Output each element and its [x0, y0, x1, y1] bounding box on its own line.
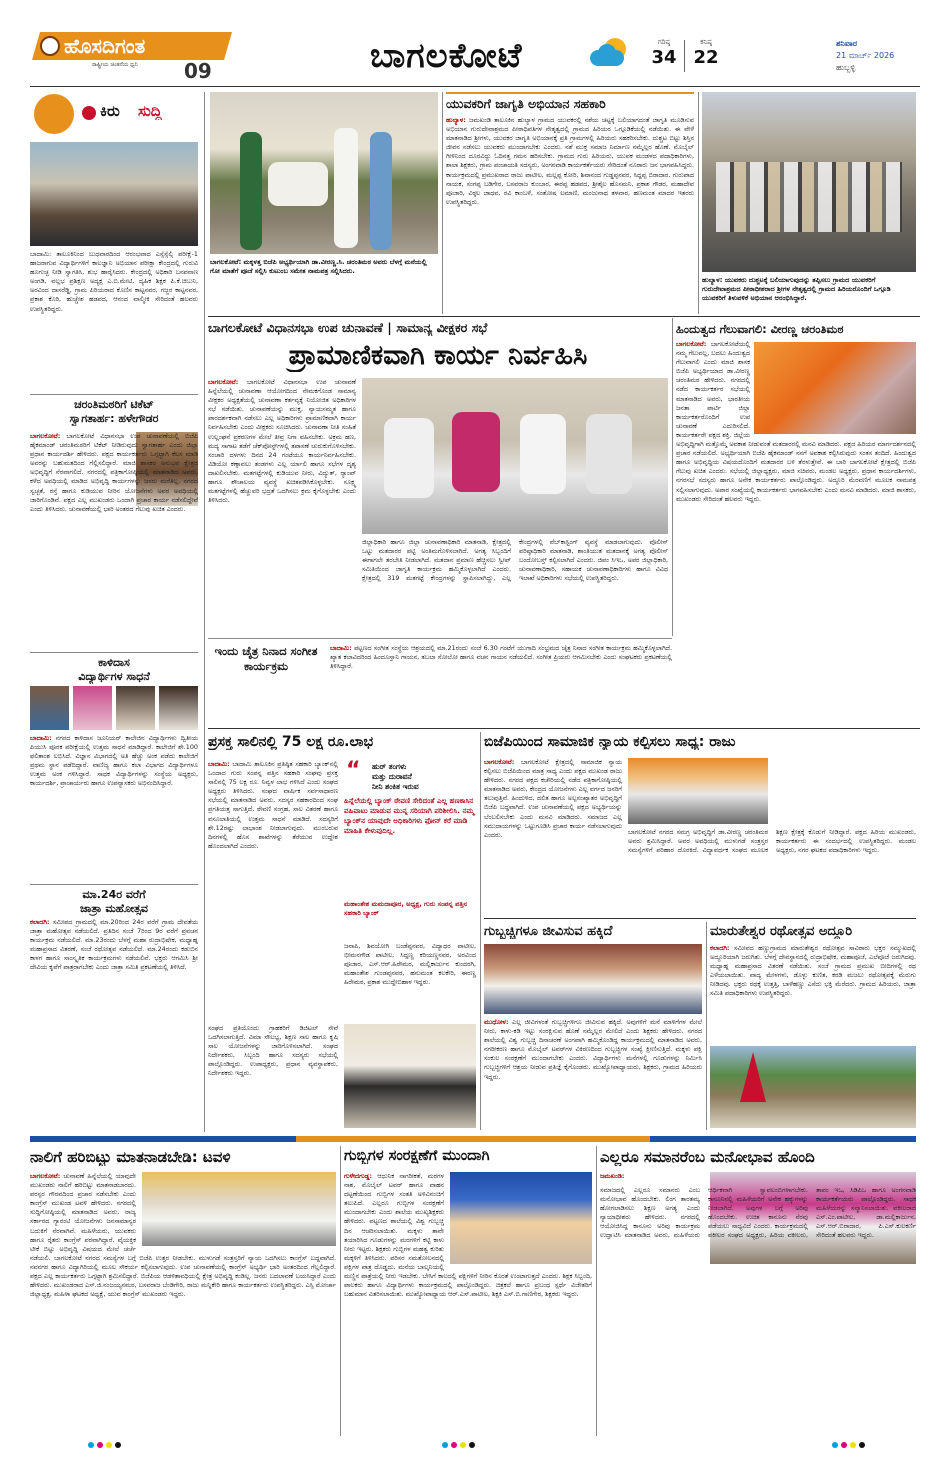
article-bottom-equality — [600, 1146, 916, 1436]
article-bottom-sparrow — [344, 1146, 592, 1436]
brief-exam: ಬಾದಾಮಿ: ತಾಲೂಕಿನಿಂದ ಬುಧವಾರದಿಂದ ಆರಂಭವಾದ ಎಸ್ಸೆಸ್ಸೆಲ್ಸಿ ಪರೀಕ್ಷೆ-1 ಹಾಜರಾಗುವ ವಿದ್ಯಾರ್ಥಿಗಳಿಗೆ ಕಾಲಜ್ಞಾನಿ ಅಭಿಯಾನ ಪರೀಕ್ಷಾ ಕೇಂದ್ರದಲ್ಲಿ ಗುರುವಿ ಹೂಗುಚ್ಛ ನೀಡಿ ಸ್ವಾಗತಿಸಿ, ಶುಭ ಹಾರೈಸಿದರು. ಕೇಂದ್ರದಲ್ಲಿ ಅಧಿಕಾರಿ ಬನಪನಾಣ ಅಂಗಡಿ, ವಲ್ಲಭ ಪ್ರಶಿಕ್ಷಣ ಅದ್ಯಕ್ಷ ಎ.ಬಿ.ಮೇಟಿ, ದ್ಯಹಿಕ ಶಿಕ್ಷಕ ಪಿ.ಕೆ.ಚಿಬುನಿ, ಅರವಿಂದ ದಾಸರೆಡ್ಡಿ, ಗ್ರಾಮ ಪಿರಿಯರಾದ ಕೊಣಿಸ ಕಾಟ್ಟನವರ, ಗಜ್ಜರ ಕಾಟ್ಟನವರ, ಪ್ರಕಾಶ ಕೊರಿ, ಹುಚ್ಚೇಶ ಹಡಪದ, ಆನಂದ ವಾಲ್ಮೀಕಿ ಸೇರಿದಂತೆ ಹಲವರು ಉಪಸ್ಥಿತರಿದ್ದರು. — [30, 250, 198, 313]
registration-dots-right — [832, 1442, 865, 1448]
article-lead — [208, 318, 668, 636]
bottom3-body: ಸಮಾಜದಲ್ಲಿ ಎಲ್ಲರೂ ಸಮಾನರು ಎಂಬ ಮನೋಭಾವ ಹೊಂದಬೇಕು. ಲಿಂಗ ತಾರತಮ್ಯ ಹೋಗಲಾಡಿಸಲು ಶಿಕ್ಷಣ ಅಗತ್ಯ ಎಂದು ನ್ಯಾಯಾಧೀಶರು ಹೇಳಿದರು. ನಗರದಲ್ಲಿ ಆಯೋಜಿಸಿದ್ದ ಕಾನೂನು ಅರಿವು ಕಾರ್ಯಕ್ರಮ ಉದ್ಘಾಟಿಸಿ ಮಾತನಾಡಿದ ಅವರು, ಮಹಿಳೆಯರು ಆರ್ಥಿಕವಾಗಿ ಸ್ವಾವಲಂಬಿಗಳಾಗಬೇಕು. ಕಾನೂನಿನಲ್ಲಿ ಮಹಿಳೆಯರಿಗೆ ಅನೇಕ ಹಕ್ಕುಗಳನ್ನು ನೀಡಲಾಗಿದೆ. ಅವುಗಳ ಬಗ್ಗೆ ಅರಿವು ಹೊಂದಬೇಕು. ಉಚಿತ ಕಾನೂನು ನೆರವು ಪಡೆಯಲು ಸಾಧ್ಯವಿದೆ ಎಂದರು. ಕಾರ್ಯಕ್ರಮದಲ್ಲಿ ವಕೀಲರ ಸಂಘದ ಅಧ್ಯಕ್ಷರು, ಹಿರಿಯ ವಕೀಲರು, ತಾಪಂ ಇಒ, ಸಿಡಿಪಿಒ ಹಾಗೂ ಅಂಗನವಾಡಿ ಕಾರ್ಯಕರ್ತೆಯರು ಪಾಲ್ಗೊಂಡಿದ್ದರು. ಸಾಧಕ ಮಹಿಳೆಯರನ್ನು ಸನ್ಮಾನಿಸಲಾಯಿತು. ವಕೀಲರಾದ ಎಸ್.ಎಂ.ಪಾಟೀಲ, ಡಾ.ಮಲ್ಲಿಕಾರ್ಜುನ, ಎಸ್.ಆರ್.ಬಿರಾದಾರ, ಪಿ.ಎಸ್.ಕುಲಕರ್ಣಿ ಸೇರಿದಂತೆ ಹಲವರು ಇದ್ದರು. — [600, 1186, 916, 1240]
weather-icon — [588, 36, 634, 70]
sparrow-headline: ಗುಬ್ಬಚ್ಚಿಗಳೂ ಜೀವಿಸುವ ಹಕ್ಕಿದೆ — [484, 924, 613, 939]
registration-dots-left — [88, 1442, 121, 1448]
article-bjp — [484, 732, 916, 916]
brand-name: ಹೊಸದಿಗಂತ — [64, 34, 146, 58]
bjp-headline: ಬಿಜೆಪಿಯಿಂದ ಸಾಮಾಜಿಕ ನ್ಯಾಯ ಕಲ್ಪಿಸಲು ಸಾಧ್ಯ: ರಾಜು — [484, 734, 736, 750]
lead-body-col1: ಬಾಗಲಕೋಟೆ: ಬಾಗಲಕೋಟೆ ವಿಧಾನಸಭಾ ಉಪ ಚುನಾವಣೆ ಹಿನ್ನೆಲೆಯಲ್ಲಿ ಚುನಾವಣಾ ಆಯೋಗದಿಂದ ನೇಮಕಗೊಂಡ ಸಾಮಾನ್ಯ ವೀಕ್ಷಕರ ಅಧ್ಯಕ್ಷತೆಯಲ್ಲಿ ಚುನಾವಣಾ ಕರ್ತವ್ಯಕ್ಕೆ ನಿಯೋಜಿತ ಅಧಿಕಾರಿಗಳ ಸಭೆ ನಡೆಯಿತು. ಚುನಾವಣೆಯನ್ನು ಮುಕ್ತ, ನ್ಯಾಯಸಮ್ಮತ ಹಾಗೂ ಪಾರದರ್ಶಕವಾಗಿ ನಡೆಸಲು ಎಲ್ಲ ಅಧಿಕಾರಿಗಳು ಪ್ರಾಮಾಣಿಕವಾಗಿ ಕಾರ್ಯ ನಿರ್ವಹಿಸಬೇಕು ಎಂದು ವೀಕ್ಷಕರು ಸೂಚಿಸಿದರು. ಚುನಾವಣಾ ನೀತಿ ಸಂಹಿತೆ ಉಲ್ಲಂಘನೆ ಪ್ರಕರಣಗಳ ಮೇಲೆ ತೀವ್ರ ನಿಗಾ ವಹಿಸಬೇಕು. ಅಕ್ರಮ ಹಣ, ಮದ್ಯ ಸಾಗಾಟ ತಡೆಗೆ ಚೆಕ್‌ಪೋಸ್ಟ್‌ಗಳಲ್ಲಿ ತಪಾಸಣೆ ಚುರುಕುಗೊಳಿಸಬೇಕು. ಸಂಚಾರಿ ದಳಗಳು ದಿನದ 24 ಗಂಟೆಯೂ ಕಾರ್ಯನಿರ್ವಹಿಸಬೇಕು. ವಿಡಿಯೋ ಕಣ್ಗಾವಲು ತಂಡಗಳು ಎಲ್ಲ ರ್ಯಾಲಿ ಹಾಗೂ ಸಭೆಗಳ ದೃಶ್ಯ ದಾಖಲಿಸಬೇಕು. ಮತಗಟ್ಟೆಗಳಲ್ಲಿ ಕುಡಿಯುವ ನೀರು, ವಿದ್ಯುತ್, ರ‍್ಯಾಂಪ್ ಹಾಗೂ ಶೌಚಾಲಯ ವ್ಯವಸ್ಥೆ ಖಚಿತಪಡಿಸಿಕೊಳ್ಳಬೇಕು. ಸೂಕ್ಷ್ಮ ಮತಗಟ್ಟೆಗಳಲ್ಲಿ ಹೆಚ್ಚುವರಿ ಭದ್ರತೆ ಒದಗಿಸಲು ಕ್ರಮ ಕೈಗೊಳ್ಳಬೇಕು ಎಂದು ತಿಳಿಸಿದರು. — [208, 378, 356, 505]
bottom2-headline: ಗುಬ್ಬಿಗಳ ಸಂರಕ್ಷಣೆಗೆ ಮುಂದಾಗಿ — [344, 1148, 490, 1164]
kirusuddi-column — [30, 92, 200, 1132]
bottom3-body-intro: ಜಮಖಂಡಿ: — [600, 1172, 625, 1180]
music-label: ಇಂದು ಚೈತ್ರ ನಿನಾದ ಸಂಗೀತ ಕಾರ್ಯಕ್ರಮ — [214, 644, 318, 673]
youth-body: ಹುಲ್ಯಾಳ: ಜಮಖಂಡಿ ತಾಲೂಕಿನ ಹುಲ್ಯಾಳ ಗ್ರಾಮದ ಯುವಕರಲ್ಲಿ ನಶೆಯ ಚಟ್ಟಕ್ಕೆ ಬಲಿಯಾಗದಂತೆ ಜಾಗೃತಿ ಮೂಡಿಸುವ ಅಭಿಯಾನ ಗುರುದೇವಾಶ್ರಮದ ಪೀಠಾಧಿಪತಿಗಳ ನೇತೃತ್ವದಲ್ಲಿ ಗ್ರಾಮದ ಹಿರಿಯರ ಒಗ್ಗೂಡಿಕೆಯಲ್ಲಿ ನಡೆಯಿತು. ಈ ವೇಳೆ ಮಾತನಾಡಿದ ಶ್ರೀಗಳು, ಯುವಕರ ಜಾಗೃತಿ ಅಭಿಯಾನಕ್ಕೆ ಪ್ರತಿ ಗ್ರಾಮಗಳಲ್ಲಿ ಹಿರಿಯರು ಸಹಕರಿಸಬೇಕು. ದುಶ್ಚಟ ಬಿಟ್ಟು ಶಿಸ್ತಿನ ಜೀವನ ನಡೆಸಲು ಯುವಕರು ಮುಂದಾಗಬೇಕು ಎಂದರು. ನಶೆ ಮುಕ್ತ ಸಮಾಜ ನಿರ್ಮಾಣ ನಮ್ಮೆಲ್ಲರ ಹೊಣೆ. ಮೊಬೈಲ್ ಗೀಳಿನಿಂದ ದೂರವಿದ್ದು ಓದಿನತ್ತ ಗಮನ ಹರಿಸಬೇಕು. ಗ್ರಾಮದ ಗುರು ಹಿರಿಯರು, ಯುವಕ ಮಂಡಳದ ಪದಾಧಿಕಾರಿಗಳು, ಶಾಲಾ ಶಿಕ್ಷಕರು, ಗ್ರಾಮ ಪಂಚಾಯತಿ ಸದಸ್ಯರು, ಅಂಗನವಾಡಿ ಕಾರ್ಯಕರ್ತೆಯರು ಸೇರಿದಂತೆ ನೂರಾರು ಜನ ಭಾಗವಹಿಸಿದ್ದರು. ಕಾರ್ಯಕ್ರಮದಲ್ಲಿ ಪ್ರಮುಖರಾದ ರಾಜು ಪಾಟೀಲ, ಮಲ್ಲಪ್ಪ ಕೋರಿ, ಶಿವಾನಂದ ಗುಡ್ಡಪ್ಪನವರ, ಸಿದ್ದಪ್ಪ ಬಿರಾದಾರ, ಗುರುಪಾದ ನಾಯಕ, ಸಂಗಪ್ಪ ಬಡಿಗೇರ, ಬಸವರಾಜ ಕುಂಬಾರ, ಈರಪ್ಪ ಹಡಪದ, ಶ್ರೀಶೈಲ ಹೊಸಮನಿ, ಪ್ರಕಾಶ ಗೌಡರ, ಮಹಾದೇವ ಪೂಜಾರಿ, ವಿಠ್ಠಲ ಜಾಧವ, ರವಿ ಕಾಂಬಳೆ, ಸಂತೋಷ ಲಮಾಣಿ, ಮಂಜುನಾಥ ತಳವಾರ, ಹಣಮಂತ ಮಾದರ ಇತರರು ಉಪಸ್ಥಿತರಿದ್ದರು. — [446, 116, 694, 206]
photo-chariot-festival — [710, 1046, 916, 1128]
brief-ticket: ಬಾಗಲಕೋಟೆ: ಬಾಗಲಕೋಟೆ ವಿಧಾನಸಭಾ ಉಪ ಚುನಾವಣೆಯಲ್ಲಿ ಬಿಜೆಪಿ ಹೈಕಮಾಂಡ್ ಚರಂತಿಮಠರಿಗೆ ಟಿಕೆಟ್ ನೀಡಿರುವುದು ಸ್ವಾಗತಾರ್ಹ ಎಂದು ಜಿಲ್ಲಾ ಪ್ರಧಾನ ಕಾರ್ಯದರ್ಶಿ ಹೇಳಿದರು. ಪಕ್ಷದ ಕಾರ್ಯಕರ್ತರು ಒಗ್ಗಟ್ಟಾಗಿ ಕೆಲಸ ಮಾಡಿ ಅವರನ್ನು ಬಹುಮತದಿಂದ ಗೆಲ್ಲಿಸಲಿದ್ದಾರೆ. ಮಾಜಿ ಶಾಸಕರ ಅನುಭವ ಕ್ಷೇತ್ರದ ಅಭಿವೃದ್ಧಿಗೆ ನೆರವಾಗಲಿದೆ. ನಗರದಲ್ಲಿ ಪತ್ರಿಕಾಗೋಷ್ಠಿಯಲ್ಲಿ ಮಾತನಾಡಿದ ಅವರು, ಕಳೆದ ಅವಧಿಯಲ್ಲಿ ಮಾಡಿದ ಅಭಿವೃದ್ಧಿ ಕಾರ್ಯಗಳನ್ನು ಜನರು ಮರೆತಿಲ್ಲ. ನಗರದ ಸ್ವಚ್ಛತೆ, ರಸ್ತೆ ಹಾಗೂ ಕುಡಿಯುವ ನೀರಿನ ಯೋಜನೆಗಳು ಅವರ ಅವಧಿಯಲ್ಲಿ ಜಾರಿಗೊಂಡಿವೆ. ಪಕ್ಷದ ಎಲ್ಲ ಮುಖಂಡರು ಒಂದಾಗಿ ಪ್ರಚಾರ ಕಾರ್ಯ ನಡೆಸಲಿದ್ದೇವೆ ಎಂದು ತಿಳಿಸಿದರು. ಚುನಾವಣೆಯಲ್ಲಿ ಭಾರಿ ಅಂತರದ ಗೆಲುವು ಖಚಿತ ಎಂದರು. — [30, 432, 198, 513]
photo-bank-meeting — [344, 1024, 476, 1128]
profit-headline: ಪ್ರಸಕ್ತ ಸಾಲಿನಲ್ಲಿ 75 ಲಕ್ಷ ರೂ.ಲಾಭ — [208, 734, 374, 750]
profit-body-col1: ಬಾದಾಮಿ: ಬಾದಾಮಿ ತಾಲೂಕಿನ ಪ್ರತಿಷ್ಠಿತ ಸಹಕಾರಿ ಬ್ಯಾಂಕ್‌ನಲ್ಲಿ ಒಂದಾದ ಗುರು ಸಂಪನ್ನ ಪತ್ತಿನ ಸಹಕಾರಿ ಸಂಘವು ಪ್ರಸಕ್ತ ಸಾಲಿನಲ್ಲಿ 75 ಲಕ್ಷ ರೂ. ನಿವ್ವಳ ಲಾಭ ಗಳಿಸಿದೆ ಎಂದು ಸಂಘದ ಅಧ್ಯಕ್ಷರು ತಿಳಿಸಿದರು. ಸಂಘದ ವಾರ್ಷಿಕ ಸರ್ವಸಾಧಾರಣ ಸಭೆಯಲ್ಲಿ ಮಾತನಾಡಿದ ಅವರು, ಸದಸ್ಯರ ಸಹಕಾರದಿಂದ ಸಂಘ ಪ್ರಗತಿಯತ್ತ ಸಾಗುತ್ತಿದೆ. ಠೇವಣಿ ಸಂಗ್ರಹ, ಸಾಲ ವಿತರಣೆ ಹಾಗೂ ವಸೂಲಾತಿಯಲ್ಲಿ ಉತ್ತಮ ಸಾಧನೆ ಮಾಡಿದೆ. ಸದಸ್ಯರಿಗೆ ಶೇ.12ರಷ್ಟು ಲಾಭಾಂಶ ನೀಡಲಾಗುವುದು. ಮುಂಬರುವ ದಿನಗಳಲ್ಲಿ ಹೊಸ ಶಾಖೆಗಳನ್ನು ತೆರೆಯುವ ಉದ್ದೇಶ ಹೊಂದಲಾಗಿದೆ ಎಂದರು. — [208, 760, 338, 850]
bjp-body-col1: ಬಾಗಲಕೋಟೆ: ಬಾಗಲಕೋಟೆ ಕ್ಷೇತ್ರದಲ್ಲಿ ಸಾಮಾಜಿಕ ನ್ಯಾಯ ಕಲ್ಪಿಸಲು ಬಿಜೆಪಿಯಿಂದ ಮಾತ್ರ ಸಾಧ್ಯ ಎಂದು ಪಕ್ಷದ ಮುಖಂಡ ರಾಜು ಹೇಳಿದರು. ನಗರದ ಪಕ್ಷದ ಕಚೇರಿಯಲ್ಲಿ ನಡೆದ ಪತ್ರಿಕಾಗೋಷ್ಠಿಯಲ್ಲಿ ಮಾತನಾಡಿದ ಅವರು, ಕೇಂದ್ರದ ಯೋಜನೆಗಳು ಎಲ್ಲ ವರ್ಗದ ಜನರಿಗೆ ತಲುಪುತ್ತಿವೆ. ಹಿಂದುಳಿದ, ದಲಿತ ಹಾಗೂ ಅಲ್ಪಸಂಖ್ಯಾತರ ಅಭಿವೃದ್ಧಿಗೆ ಬಿಜೆಪಿ ಬದ್ಧವಾಗಿದೆ. ಉಪ ಚುನಾವಣೆಯಲ್ಲಿ ಪಕ್ಷದ ಅಭ್ಯರ್ಥಿಯನ್ನು ಬೆಂಬಲಿಸಬೇಕು ಎಂದು ಮನವಿ ಮಾಡಿದರು. ಸಮಾಜದ ಎಲ್ಲ ಸಮುದಾಯಗಳನ್ನು ಒಟ್ಟುಗೂಡಿಸಿ ಪ್ರಚಾರ ಕಾರ್ಯ ನಡೆಸಲಾಗುವುದು ಎಂದರು. — [484, 758, 622, 839]
brief-jatra: ಕಲಾದಗಿ: ಸಮೀಪದ ಗ್ರಾಮದಲ್ಲಿ ಮಾ.20ರಿಂದ 24ರ ವರೆಗೆ ಗ್ರಾಮ ದೇವತೆಯ ಜಾತ್ರಾ ಮಹೋತ್ಸವ ನಡೆಯಲಿದೆ. ಪ್ರತಿದಿನ ಸಂಜೆ 7ರಿಂದ 9ರ ವರೆಗೆ ಪ್ರವಚನ ಕಾರ್ಯಕ್ರಮ ನಡೆಯಲಿದೆ. ಮಾ.23ರಂದು ಬೆಳಗ್ಗೆ ಮಹಾ ರುದ್ರಾಭಿಷೇಕ, ಮಧ್ಯಾಹ್ನ ಮಹಾಪ್ರಸಾದ ವಿತರಣೆ, ಸಂಜೆ ರಥೋತ್ಸವ ನಡೆಯಲಿದೆ. ಮಾ.24ರಂದು ಕಡುಬಿನ ಕಾಳಗ ಹಾಗೂ ಸಾಂಸ್ಕೃತಿಕ ಕಾರ್ಯಕ್ರಮಗಳು ನಡೆಯಲಿವೆ. ಭಕ್ತರು ಆಗಮಿಸಿ ಶ್ರೀ ದೇವಿಯ ಕೃಪೆಗೆ ಪಾತ್ರರಾಗಬೇಕು ಎಂದು ಜಾತ್ರಾ ಸಮಿತಿ ಪ್ರಕಟಣೆಯಲ್ಲಿ ತಿಳಿಸಿದೆ. — [30, 918, 198, 972]
bottom3-headline: ಎಲ್ಲರೂ ಸಮಾನರೆಂಬ ಮನೋಭಾವ ಹೊಂದಿ — [600, 1148, 815, 1166]
bottom1-headline: ನಾಲಿಗೆ ಹರಿಬಿಟ್ಟು ಮಾತನಾಡಬೇಡಿ: ಟವಳಿ — [30, 1148, 231, 1166]
article-bottom-tavali — [30, 1146, 336, 1436]
bullet-icon — [82, 106, 96, 120]
section-divider-bar — [30, 1136, 916, 1142]
brand-tagline: ರಾಷ್ಟ್ರೀಯ ಚಿಂತನೆಯ ಧ್ವನಿ — [92, 62, 138, 68]
photo-cow-puja — [210, 92, 438, 254]
photo-bjp-press — [628, 758, 768, 824]
ratha-body: ಕಲಾದಗಿ: ಸಮೀಪದ ಹಣ್ಣುಗ್ರಾಮದ ಮಾರುತೇಶ್ವರ ರಥೋತ್ಸವ ಸಾವಿರಾರು ಭಕ್ತರ ಸಮ್ಮುಖದಲ್ಲಿ ಅದ್ದೂರಿಯಾಗಿ ಜರುಗಿತು. ಬೆಳಗ್ಗೆ ದೇವಸ್ಥಾನದಲ್ಲಿ ರುದ್ರಾಭಿಷೇಕ, ಮಹಾಪೂಜೆ, ಎಲೆಪೂಜೆ ಜರುಗಿದವು. ಮಧ್ಯಾಹ್ನ ಮಹಾಪ್ರಸಾದ ವಿತರಣೆ ನಡೆಯಿತು. ಸಂಜೆ ಗ್ರಾಮದ ಪ್ರಮುಖ ಬೀದಿಗಳಲ್ಲಿ ರಥ ಎಳೆಯಲಾಯಿತು. ವಾದ್ಯ ಮೇಳಗಳು, ಡೊಳ್ಳು ಕುಣಿತ, ಕರಡಿ ಮಜಲು ರಥೋತ್ಸವಕ್ಕೆ ಮೆರುಗು ನೀಡಿದವು. ಭಕ್ತರು ರಥಕ್ಕೆ ಉತ್ತತ್ತಿ, ಬಾಳೆಹಣ್ಣು ಎಸೆದು ಭಕ್ತಿ ಮೆರೆದರು. ಗ್ರಾಮದ ಹಿರಿಯರು, ಜಾತ್ರಾ ಸಮಿತಿ ಪದಾಧಿಕಾರಿಗಳು ಉಪಸ್ಥಿತರಿದ್ದರು. — [710, 944, 916, 998]
brief2-headline: ಚರಂತಿಮಠರಿಗೆ ಟಿಕೆಟ್ ಸ್ವಾಗತಾರ್ಹ: ಹಳೇಗೌಡರ — [69, 398, 159, 425]
bjp-body-col2: ಬಾಗಲಕೋಟೆ ನಗರದ ಸಮಗ್ರ ಅಭಿವೃದ್ಧಿಗೆ ಡಾ.ವೀರಣ್ಣ ಚರಂತಿಮಠ ಅವರು ಶ್ರಮಿಸಿದ್ದಾರೆ. ಅವರ ಅವಧಿಯಲ್ಲಿ ಮುಳುಗಡೆ ಸಂತ್ರಸ್ತರ ಸಮಸ್ಯೆಗಳಿಗೆ ಪರಿಹಾರ ದೊರಕಿದೆ. ವಿದ್ಯಾವರ್ಧಕ ಸಂಘದ ಮೂಲಕ ಶಿಕ್ಷಣ ಕ್ಷೇತ್ರಕ್ಕೆ ಕೊಡುಗೆ ನೀಡಿದ್ದಾರೆ. ಪಕ್ಷದ ಹಿರಿಯ ಮುಖಂಡರು, ಕಾರ್ಯಕರ್ತರು ಈ ಸಂದರ್ಭದಲ್ಲಿ ಉಪಸ್ಥಿತರಿದ್ದರು. ಮಂಡಲ ಅಧ್ಯಕ್ಷರು, ನಗರ ಘಟಕದ ಪದಾಧಿಕಾರಿಗಳು ಇದ್ದರು. — [628, 828, 916, 855]
brand-emblem-icon — [40, 36, 60, 56]
registration-dots-center — [442, 1442, 475, 1448]
bottom1-body: ಬಾಗಲಕೋಟೆ: ಚುನಾವಣೆ ಹಿನ್ನೆಲೆಯಲ್ಲಿ ಯಾವುದೇ ಮುಖಂಡರು ನಾಲಿಗೆ ಹರಿಬಿಟ್ಟು ಮಾತನಾಡಬಾರದು. ಪರಸ್ಪರ ಗೌರವದಿಂದ ಪ್ರಚಾರ ನಡೆಸಬೇಕು ಎಂದು ಕಾಂಗ್ರೆಸ್ ಮುಖಂಡ ಟವಳಿ ಹೇಳಿದರು. ನಗರದಲ್ಲಿ ಸುದ್ದಿಗೋಷ್ಠಿಯಲ್ಲಿ ಮಾತನಾಡಿದ ಅವರು, ರಾಜ್ಯ ಸರ್ಕಾರದ ಗ್ಯಾರಂಟಿ ಯೋಜನೆಗಳು ಜನಸಾಮಾನ್ಯರ ಬದುಕಿಗೆ ನೆರವಾಗಿವೆ. ಮಹಿಳೆಯರು, ಯುವಕರು ಹಾಗೂ ರೈತರು ಕಾಂಗ್ರೆಸ್ ಪರವಾಗಿದ್ದಾರೆ. ವೈಯಕ್ತಿಕ ಟೀಕೆ ಬಿಟ್ಟು ಅಭಿವೃದ್ಧಿ ವಿಷಯದ ಮೇಲೆ ಚರ್ಚೆ ನಡೆಯಲಿ. ಬಾಗಲಕೋಟೆ ನಗರದ ಸಮಸ್ಯೆಗಳ ಬಗ್ಗೆ ಬಿಜೆಪಿ ಉತ್ತರ ನೀಡಬೇಕು. ಮುಳುಗಡೆ ಸಂತ್ರಸ್ತರಿಗೆ ನ್ಯಾಯ ಒದಗಿಸಲು ಕಾಂಗ್ರೆಸ್ ಬದ್ಧವಾಗಿದೆ. ನವನಗರ ಹಾಗೂ ವಿದ್ಯಾಗಿರಿಯಲ್ಲಿ ಮೂಲ ಸೌಕರ್ಯ ಕಲ್ಪಿಸಲಾಗುವುದು. ಉಪ ಚುನಾವಣೆಯಲ್ಲಿ ಕಾಂಗ್ರೆಸ್ ಅಭ್ಯರ್ಥಿ ಭಾರಿ ಅಂತರದಿಂದ ಗೆಲ್ಲಲಿದ್ದಾರೆ. ಪಕ್ಷದ ಎಲ್ಲ ಕಾರ್ಯಕರ್ತರು ಒಗ್ಗಟ್ಟಾಗಿ ಶ್ರಮಿಸಲಿದ್ದಾರೆ. ಬಿಜೆಪಿಯ ಆಡಳಿತಾವಧಿಯಲ್ಲಿ ಕ್ಷೇತ್ರ ಅಭಿವೃದ್ಧಿ ಕಂಡಿಲ್ಲ. ಜನರು ಬದಲಾವಣೆ ಬಯಸಿದ್ದಾರೆ ಎಂದು ಹೇಳಿದರು. ಮುಖಂಡರಾದ ಎಸ್.ಜಿ.ನಂಜಯ್ಯನಮಠ, ಬಸವರಾಜ ಬೆಂಡಿಗೇರಿ, ರಾಜು ಮನ್ನಿಕೇರಿ ಹಾಗೂ ಕಾರ್ಯಕರ್ತರು ಉಪಸ್ಥಿತರಿದ್ದರು. ಎಸ್ಸಿ ಮೋರ್ಚಾ ಜಿಲ್ಲಾಧ್ಯಕ್ಷ, ಮಹಿಳಾ ಘಟಕದ ಅಧ್ಯಕ್ಷೆ, ಯುವ ಕಾಂಗ್ರೆಸ್ ಮುಖಂಡರು ಇದ್ದರು. — [30, 1172, 336, 1299]
hindutva-body: ಬಾಗಲಕೋಟೆ: ಬಾಗಲಕೋಟೆಯಲ್ಲಿ ನಮ್ಮ ಗೆಲುವಲ್ಲ, ಬದಲು ಹಿಂದುತ್ವದ ಗೆಲುವಾಗಲಿ ಎಂದು ಮಾಜಿ ಶಾಸಕ ಬಿಜೆಪಿ ಅಭ್ಯರ್ಥಿಯಾದ ಡಾ.ವೀರಣ್ಣ ಚರಂತಿಮಠ ಹೇಳಿದರು. ನಗರದಲ್ಲಿ ನಡೆದ ಕಾರ್ಯಕರ್ತರ ಸಭೆಯಲ್ಲಿ ಮಾತನಾಡಿದ ಅವರು, ಭಾರತೀಯ ಜನತಾ ಪಾರ್ಟಿ ಜಿಲ್ಲಾ ಕಾರ್ಯಕರ್ತರೊಂದಿಗೆ ಉಪ ಚುನಾವಣೆ ಎದುರಿಸಲಿದೆ. ಕಾರ್ಯಕರ್ತರೇ ಪಕ್ಷದ ಶಕ್ತಿ. ಜಿಲ್ಲೆಯ ಅಭಿವೃದ್ಧಿಗಾಗಿ ಮತ್ತೊಮ್ಮೆ ಅವಕಾಶ ನೀಡುವಂತೆ ಮತದಾರರಲ್ಲಿ ಮನವಿ ಮಾಡಿದರು. ಪಕ್ಷದ ಹಿರಿಯರ ಮಾರ್ಗದರ್ಶನದಲ್ಲಿ ಪ್ರಚಾರ ನಡೆಯಲಿದೆ. ಅಭ್ಯರ್ಥಿಯಾಗಿ ಬಿಜೆಪಿ ಹೈಕಮಾಂಡ್ ನನಗೆ ಅವಕಾಶ ಕಲ್ಪಿಸಿರುವುದು ಸಂತಸ ತಂದಿದೆ. ಹಿಂದುತ್ವದ ಹಾಗೂ ಅಭಿವೃದ್ಧಿಯ ವಿಷಯದೊಂದಿಗೆ ಮತದಾರರ ಬಳಿ ತೆರಳುತ್ತೇವೆ. ಈ ಬಾರಿ ಬಾಗಲಕೋಟೆ ಕ್ಷೇತ್ರದಲ್ಲಿ ಬಿಜೆಪಿ ಗೆಲುವು ಖಚಿತ ಎಂದರು. ಸಭೆಯಲ್ಲಿ ಜಿಲ್ಲಾಧ್ಯಕ್ಷರು, ಮಾಜಿ ಸಚಿವರು, ಮಂಡಲ ಅಧ್ಯಕ್ಷರು, ಪ್ರಧಾನ ಕಾರ್ಯದರ್ಶಿಗಳು, ನಗರಸಭೆ ಸದಸ್ಯರು ಹಾಗೂ ಅನೇಕ ಕಾರ್ಯಕರ್ತರು ಪಾಲ್ಗೊಂಡಿದ್ದರು. ಅದ್ದೂರಿ ಮೆರವಣಿಗೆ ಮೂಲಕ ನಾಮಪತ್ರ ಸಲ್ಲಿಸಲಾಗುವುದು. ಅಪಾರ ಸಂಖ್ಯೆಯಲ್ಲಿ ಕಾರ್ಯಕರ್ತರು ಭಾಗವಹಿಸಬೇಕು ಎಂದು ಮನವಿ ಮಾಡಿದರು. ಮಾಜಿ ಶಾಸಕರು, ಮುಖಂಡರು ಸೇರಿದಂತೆ ಹಲವರು ಇದ್ದರು. — [676, 340, 916, 503]
photo-observer-meeting — [362, 378, 668, 534]
temp-min: ಕನಿಷ್ಠ 22 — [693, 38, 719, 68]
temp-max: ಗರಿಷ್ಠ 34 — [651, 38, 677, 68]
article-youth — [446, 92, 694, 314]
city-title: ಬಾಗಲಕೋಟೆ — [370, 36, 523, 76]
photo-students-exam — [30, 142, 198, 246]
page-number: 09 — [184, 59, 212, 80]
brief-kalidasa: ಬಾದಾಮಿ: ನಗರದ ಕಾಳಿದಾಸ ಜೂನಿಯರ್ ಕಾಲೇಜಿನ ವಿದ್ಯಾರ್ಥಿಗಳು ದ್ವಿತೀಯ ಪಿಯುಸಿ ಪೂರಕ ಪರೀಕ್ಷೆಯಲ್ಲಿ ಉತ್ತಮ ಸಾಧನೆ ಮಾಡಿದ್ದಾರೆ. ಕಾಲೇಜಿಗೆ ಶೇ.100 ಫಲಿತಾಂಶ ಲಭಿಸಿದೆ. ವಿಜ್ಞಾನ ವಿಭಾಗದಲ್ಲಿ ಅತಿ ಹೆಚ್ಚು ಅಂಕ ಪಡೆದು ಕಾಲೇಜಿಗೆ ಪ್ರಥಮ ಸ್ಥಾನ ಪಡೆದಿದ್ದಾರೆ. ವಾಣಿಜ್ಯ ಹಾಗೂ ಕಲಾ ವಿಭಾಗದ ವಿದ್ಯಾರ್ಥಿಗಳೂ ಉತ್ತಮ ಅಂಕ ಗಳಿಸಿದ್ದಾರೆ. ಸಾಧಕ ವಿದ್ಯಾರ್ಥಿಗಳನ್ನು ಸಂಸ್ಥೆಯ ಅಧ್ಯಕ್ಷರು, ಕಾರ್ಯದರ್ಶಿ, ಪ್ರಾಚಾರ್ಯರು ಹಾಗೂ ಉಪನ್ಯಾಸಕರು ಅಭಿನಂದಿಸಿದ್ದಾರೆ. — [30, 734, 198, 788]
article-music — [208, 642, 672, 694]
article-sparrow — [484, 922, 702, 1130]
brief4-headline: ಮಾ.24ರ ವರೆಗೆ ಜಾತ್ರಾ ಮಹೋತ್ಸವ — [80, 888, 148, 915]
lead-body-col2: ಜಿಲ್ಲಾಧಿಕಾರಿ ಹಾಗೂ ಜಿಲ್ಲಾ ಚುನಾವಣಾಧಿಕಾರಿ ಮಾತನಾಡಿ, ಕ್ಷೇತ್ರದಲ್ಲಿ ಒಟ್ಟು ಮತದಾರರ ಪಟ್ಟಿ ಅಂತಿಮಗೊಳಿಸಲಾಗಿದೆ. ಅಗತ್ಯ ಸಿಬ್ಬಂದಿಗೆ ಈಗಾಗಲೇ ತರಬೇತಿ ನೀಡಲಾಗಿದೆ. ಮತದಾನ ಪ್ರಮಾಣ ಹೆಚ್ಚಿಸಲು ಸ್ವೀಪ್ ಸಮಿತಿಯಿಂದ ಜಾಗೃತಿ ಕಾರ್ಯಕ್ರಮ ಹಮ್ಮಿಕೊಳ್ಳಲಾಗಿದೆ ಎಂದರು. ಕ್ಷೇತ್ರದಲ್ಲಿ 319 ಮತಗಟ್ಟೆ ಕೇಂದ್ರಗಳನ್ನು ಸ್ಥಾಪಿಸಲಾಗಿದ್ದು, ಎಲ್ಲ ಕೇಂದ್ರಗಳಲ್ಲಿ ವೆಬ್‌ಕಾಸ್ಟಿಂಗ್ ವ್ಯವಸ್ಥೆ ಮಾಡಲಾಗುವುದು. ಪೊಲೀಸ್ ವರಿಷ್ಠಾಧಿಕಾರಿ ಮಾತನಾಡಿ, ಶಾಂತಿಯುತ ಮತದಾನಕ್ಕೆ ಅಗತ್ಯ ಪೊಲೀಸ್ ಬಂದೋಬಸ್ತ್ ಕಲ್ಪಿಸಲಾಗಿದೆ ಎಂದರು. ಜಿಪಂ ಸಿಇಒ, ಅಪರ ಜಿಲ್ಲಾಧಿಕಾರಿ, ಚುನಾವಣಾಧಿಕಾರಿ, ಸಹಾಯಕ ಚುನಾವಣಾಧಿಕಾರಿಗಳು ಹಾಗೂ ವಿವಿಧ ಇಲಾಖೆ ಅಧಿಕಾರಿಗಳು ಸಭೆಯಲ್ಲಿ ಉಪಸ್ಥಿತರಿದ್ದರು. — [362, 538, 668, 583]
brief3-headline: ಕಾಳಿದಾಸ ವಿದ್ಯಾರ್ಥಿಗಳ ಸಾಧನೆ — [78, 656, 150, 683]
ratha-headline: ಮಾರುತೇಶ್ವರ ರಥೋತ್ಸವ ಅದ್ದೂರಿ — [710, 924, 853, 939]
photo-sparrow-school — [484, 944, 702, 1014]
sparrow-body: ಮುಧೋಳ: ಎಲ್ಲ ಜೀವಿಗಳಂತೆ ಗುಬ್ಬಚ್ಚಿಗಳಿಗೂ ಜೀವಿಸುವ ಹಕ್ಕಿದೆ. ಅವುಗಳಿಗೆ ಮನೆ ಮಾಳಿಗೆಗಳ ಮೇಲೆ ನೀರು, ಕಾಳು-ಕಡಿ ಇಟ್ಟು ಸಂರಕ್ಷಿಸುವ ಹೊಣೆ ನಮ್ಮೆಲ್ಲರ ಮೇಲಿದೆ ಎಂದು ಶಿಕ್ಷಕರು ಹೇಳಿದರು. ನಗರದ ಶಾಲೆಯಲ್ಲಿ ವಿಶ್ವ ಗುಬ್ಬಚ್ಚಿ ದಿನಾಚರಣೆ ಅಂಗವಾಗಿ ಹಮ್ಮಿಕೊಂಡಿದ್ದ ಕಾರ್ಯಕ್ರಮದಲ್ಲಿ ಮಾತನಾಡಿದ ಅವರು, ನಗರೀಕರಣ ಹಾಗೂ ಮೊಬೈಲ್ ಟವರ್‌ಗಳ ವಿಕಿರಣದಿಂದ ಗುಬ್ಬಚ್ಚಿಗಳ ಸಂಖ್ಯೆ ಕ್ಷೀಣಿಸುತ್ತಿದೆ. ಮಕ್ಕಳು ಪಕ್ಷಿ ಸಂಕುಲ ಸಂರಕ್ಷಣೆಗೆ ಮುಂದಾಗಬೇಕು ಎಂದರು. ವಿದ್ಯಾರ್ಥಿಗಳು ಮನೆಗಳಲ್ಲಿ ಗೂಡುಗಳನ್ನು ನಿರ್ಮಿಸಿ ಗುಬ್ಬಚ್ಚಿಗಳಿಗೆ ಆಶ್ರಯ ನೀಡುವ ಪ್ರತಿಜ್ಞೆ ಕೈಗೊಂಡರು. ಮುಖ್ಯೋಪಾಧ್ಯಾಯರು, ಶಿಕ್ಷಕರು, ಗ್ರಾಮದ ಹಿರಿಯರು ಇದ್ದರು. — [484, 1018, 702, 1081]
profit-body-col2: ಜನಾಪಿ, ಶಿವಯೋಗಿ ಬಂಡೆಪ್ಪನವರ, ವಿದ್ಯಾಧರ ಪಾಟೀಲ, ಭೀಮನಗೌಡ ಪಾಟೀಲ, ಸಿದ್ದಣ್ಣ ಕರಿಯಣ್ಣನವರ, ಅರವಿಂದ ಪೂಜಾರ, ಎಸ್.ಆರ್.ಹಿರೇಮಠ, ಮಲ್ಲಿಕಾರ್ಜುನ ಕುಂದರಗಿ, ಮಹಾಂತೇಶ ಗುಂಡಪ್ಪನವರ, ಹನುಮಂತ ಕಲಕೇರಿ, ಈರಣ್ಣ ಹಿರೇಮಠ, ಪ್ರಕಾಶ ಮುದ್ದೇಬಿಹಾಳ ಇದ್ದರು. — [344, 942, 476, 987]
article-ratha — [710, 922, 916, 1130]
music-body: ಬಾದಾಮಿ: ಪಟ್ಟಣದ ಸಂಗೀತ ಸಂಸ್ಥೆಯ ಆಶ್ರಯದಲ್ಲಿ ಮಾ.21ರಂದು ಸಂಜೆ 6.30 ಗಂಟೆಗೆ ಯುಗಾದಿ ಸಂಭ್ರಮದ ಚೈತ್ರ ನಿನಾದ ಸಂಗೀತ ಕಾರ್ಯಕ್ರಮ ಹಮ್ಮಿಕೊಳ್ಳಲಾಗಿದೆ. ಖ್ಯಾತ ಕಲಾವಿದರಿಂದ ಹಿಂದೂಸ್ತಾನಿ ಗಾಯನ, ತಬಲಾ ಸೋಲೋ ಹಾಗೂ ವಚನ ಗಾಯನ ನಡೆಯಲಿದೆ. ಸಂಗೀತ ಪ್ರಿಯರು ಆಗಮಿಸಬೇಕು ಎಂದು ಸಂಘಟಕರು ಪ್ರಕಟಣೆಯಲ್ಲಿ ತಿಳಿಸಿದ್ದಾರೆ. — [330, 644, 672, 671]
profit-ad-box: “ ಹುರ್ ತಂಗಳು ಮತ್ತು ದುರಾವನೆ ನೀನಿ ಶಂಕಿತ ಇರುವ ಹಿನ್ನೆಲೆಯಲ್ಲಿ ಬ್ಯಾಂಕ್ ಠೇವಣಿ ಸೇರಿದಂತೆ ಎಲ್ಲ ಹಣಕಾಸಿನ ವಹಿವಾಟು ಮಾಡುವ ಮುನ್ನ ಸರಿಯಾಗಿ ಪರಿಶೀಲಿಸಿ. ನಮ್ಮ ಬ್ಯಾಂಕ್‌ನ ಯಾವುದೇ ಅಧಿಕಾರಿಗಳು ಫೋನ್ ಕರೆ ಮಾಡಿ ಮಾಹಿತಿ ಕೇಳುವುದಿಲ್ಲ. ಮಹಾಂತೇಶ ಮಮದಾಪೂರ, ಅಧ್ಯಕ್ಷ, ಗುರು ಸಂಪನ್ನ ಪತ್ತಿನ ಸಹಕಾರಿ ಬ್ಯಾಂಕ್ — [344, 758, 475, 917]
quote-icon: “ — [346, 758, 361, 783]
hindutva-headline: ಹಿಂದುತ್ವದ ಗೆಲುವಾಗಲಿ: ವೀರಣ್ಣ ಚರಂತಿಮಠ — [676, 322, 844, 336]
masthead — [0, 0, 945, 88]
article-profit — [208, 732, 476, 1130]
profit-body-col3: ಸಂಘದ ಪ್ರತಿಯೊಂದು ಗ್ರಾಹಕರಿಗೆ ಡಿಜಿಟಲ್ ಸೇವೆ ಒದಗಿಸಲಾಗುತ್ತಿದೆ. ವಿಮಾ ಸೌಲಭ್ಯ, ಶಿಕ್ಷಣ ಸಾಲ ಹಾಗೂ ಕೃಷಿ ಸಾಲ ಯೋಜನೆಗಳನ್ನು ಜಾರಿಗೊಳಿಸಲಾಗಿದೆ. ಸಂಘದ ನಿರ್ದೇಶಕರು, ಸಿಬ್ಬಂದಿ ಹಾಗೂ ಸದಸ್ಯರು ಸಭೆಯಲ್ಲಿ ಪಾಲ್ಗೊಂಡಿದ್ದರು. ಉಪಾಧ್ಯಕ್ಷರು, ಪ್ರಧಾನ ವ್ಯವಸ್ಥಾಪಕರು, ನಿರ್ದೇಶಕರು ಇದ್ದರು. — [208, 1024, 338, 1078]
dateline-box: ಶನಿವಾರ 21 ಮಾರ್ಚ್ 2026 ಹುಬ್ಬಳ್ಳಿ — [836, 39, 895, 72]
youth-headline: ಯುವಕರಿಗೆ ಜಾಗೃತಿ ಅಭಿಯಾನ ಸಹಕಾರಿ — [446, 96, 606, 111]
lead-kicker: ಬಾಗಲಕೋಟೆ ವಿಧಾನಸಭಾ ಉಪ ಚುನಾವಣೆ | ಸಾಮಾನ್ಯ ವೀಕ್ಷಕರ ಸಭೆ — [208, 320, 488, 335]
kirusuddi-header: ಕಿರು ಸುದ್ದಿ — [30, 92, 200, 136]
photo-youth-rally — [702, 92, 916, 272]
hand-icon — [34, 94, 74, 134]
article-hindutva — [676, 318, 916, 772]
caption-cow-puja: ಬಾಗಲಕೋಟೆ: ಮಕ್ಕಳತ್ತ ಬಿಜೆಪಿ ಅಭ್ಯರ್ಥಿಯಾಗಿ ಡಾ.ವೀರಣ್ಣ.ಸಿ. ಚರಂತಿಮಠ ಅವರು ಬೆಳಗ್ಗೆ ಮನೆಯಲ್ಲಿ ಗೋ ಮಾತೆಗೆ ಪೂಜೆ ಸಲ್ಲಿಸಿ ಕುಟುಂಬ ಸಮೇತ ನಾಮಪತ್ರ ಸಲ್ಲಿಸಿದರು. — [210, 258, 427, 275]
caption-youth-rally: ಹುಲ್ಯಾಳ: ಯುವಕರು ದುಶ್ಚಟಕ್ಕೆ ಬಲಿಯಾಗುವುದನ್ನು ತಪ್ಪಿಸಲು ಗ್ರಾಮದ ಯುವಕರಿಗೆ ಗುರುದೇವಾಶ್ರಮದ ಪೀಠಾಧೀಶರಾದ ಶ್ರೀಗಳ ನೇತೃತ್ವದಲ್ಲಿ ಗ್ರಾಮದ ಹಿರಿಯರೊಂದಿಗೆ ಒಗ್ಗೂಡಿ ಯುವಕರಿಗೆ ತಿಳುವಳಿಕೆ ಅಭಿಯಾನ ಆರಂಭಿಸಿದ್ದಾರೆ. — [702, 276, 891, 302]
student-photos — [30, 686, 198, 730]
bottom2-body: ಗುಳೇದಗುಡ್ಡ: ಆಧುನಿಕ ನಾಗರೀಕತೆ, ಮರಗಳ ನಾಶ, ಮೊಬೈಲ್ ಟವರ್ ಹಾಗೂ ವಾಹನ ದಟ್ಟಣೆಯಿಂದ ಗುಬ್ಬಿಗಳ ಸಂತತಿ ಅಳಿವಿನಂಚಿಗೆ ತಲುಪಿದೆ. ಎಲ್ಲರೂ ಗುಬ್ಬಿಗಳ ಸಂರಕ್ಷಣೆಗೆ ಮುಂದಾಗಬೇಕು ಎಂದು ಶಾಲೆಯ ಮುಖ್ಯಶಿಕ್ಷಕರು ಹೇಳಿದರು. ಪಟ್ಟಣದ ಶಾಲೆಯಲ್ಲಿ ವಿಶ್ವ ಗುಬ್ಬಚ್ಚಿ ದಿನ ಆಚರಿಸಲಾಯಿತು. ಮಕ್ಕಳು ತಾವೇ ತಯಾರಿಸಿದ ಗೂಡುಗಳನ್ನು ಮರಗಳಿಗೆ ಕಟ್ಟಿ ಕಾಳು ನೀರು ಇಟ್ಟರು. ಶಿಕ್ಷಕರು ಗುಬ್ಬಿಗಳ ಮಹತ್ವ ಕುರಿತು ಮಕ್ಕಳಿಗೆ ತಿಳಿಸಿದರು. ಪರಿಸರ ಸಮತೋಲನದಲ್ಲಿ ಪಕ್ಷಿಗಳ ಪಾತ್ರ ದೊಡ್ಡದು. ಮನೆಯ ಬಾಲ್ಕನಿಯಲ್ಲಿ ಮಣ್ಣಿನ ಪಾತ್ರೆಯಲ್ಲಿ ನೀರು ಇಡಬೇಕು. ಬೇಸಿಗೆ ಕಾಲದಲ್ಲಿ ಪಕ್ಷಿಗಳಿಗೆ ನೀರಿನ ಕೊರತೆ ಉಂಟಾಗುತ್ತದೆ ಎಂದರು. ಶಿಕ್ಷಕ ಸಿಬ್ಬಂದಿ, ಪಾಲಕರು ಹಾಗೂ ವಿದ್ಯಾರ್ಥಿಗಳು ಕಾರ್ಯಕ್ರಮದಲ್ಲಿ ಪಾಲ್ಗೊಂಡಿದ್ದರು. ಚಿತ್ರಕಲೆ ಹಾಗೂ ಪ್ರಬಂಧ ಸ್ಪರ್ಧೆ ವಿಜೇತರಿಗೆ ಬಹುಮಾನ ವಿತರಿಸಲಾಯಿತು. ಮುಖ್ಯೋಪಾಧ್ಯಾಯ ಆರ್.ಎಸ್.ಪಾಟೀಲ, ಶಿಕ್ಷಕಿ ಎಸ್.ಬಿ.ಗಾಣಿಗೇರ, ಶಿಕ್ಷಕರು ಇದ್ದರು. — [344, 1172, 592, 1299]
brand-logo — [32, 32, 232, 80]
lead-headline: ಪ್ರಾಮಾಣಿಕವಾಗಿ ಕಾರ್ಯ ನಿರ್ವಹಿಸಿ — [288, 340, 588, 371]
